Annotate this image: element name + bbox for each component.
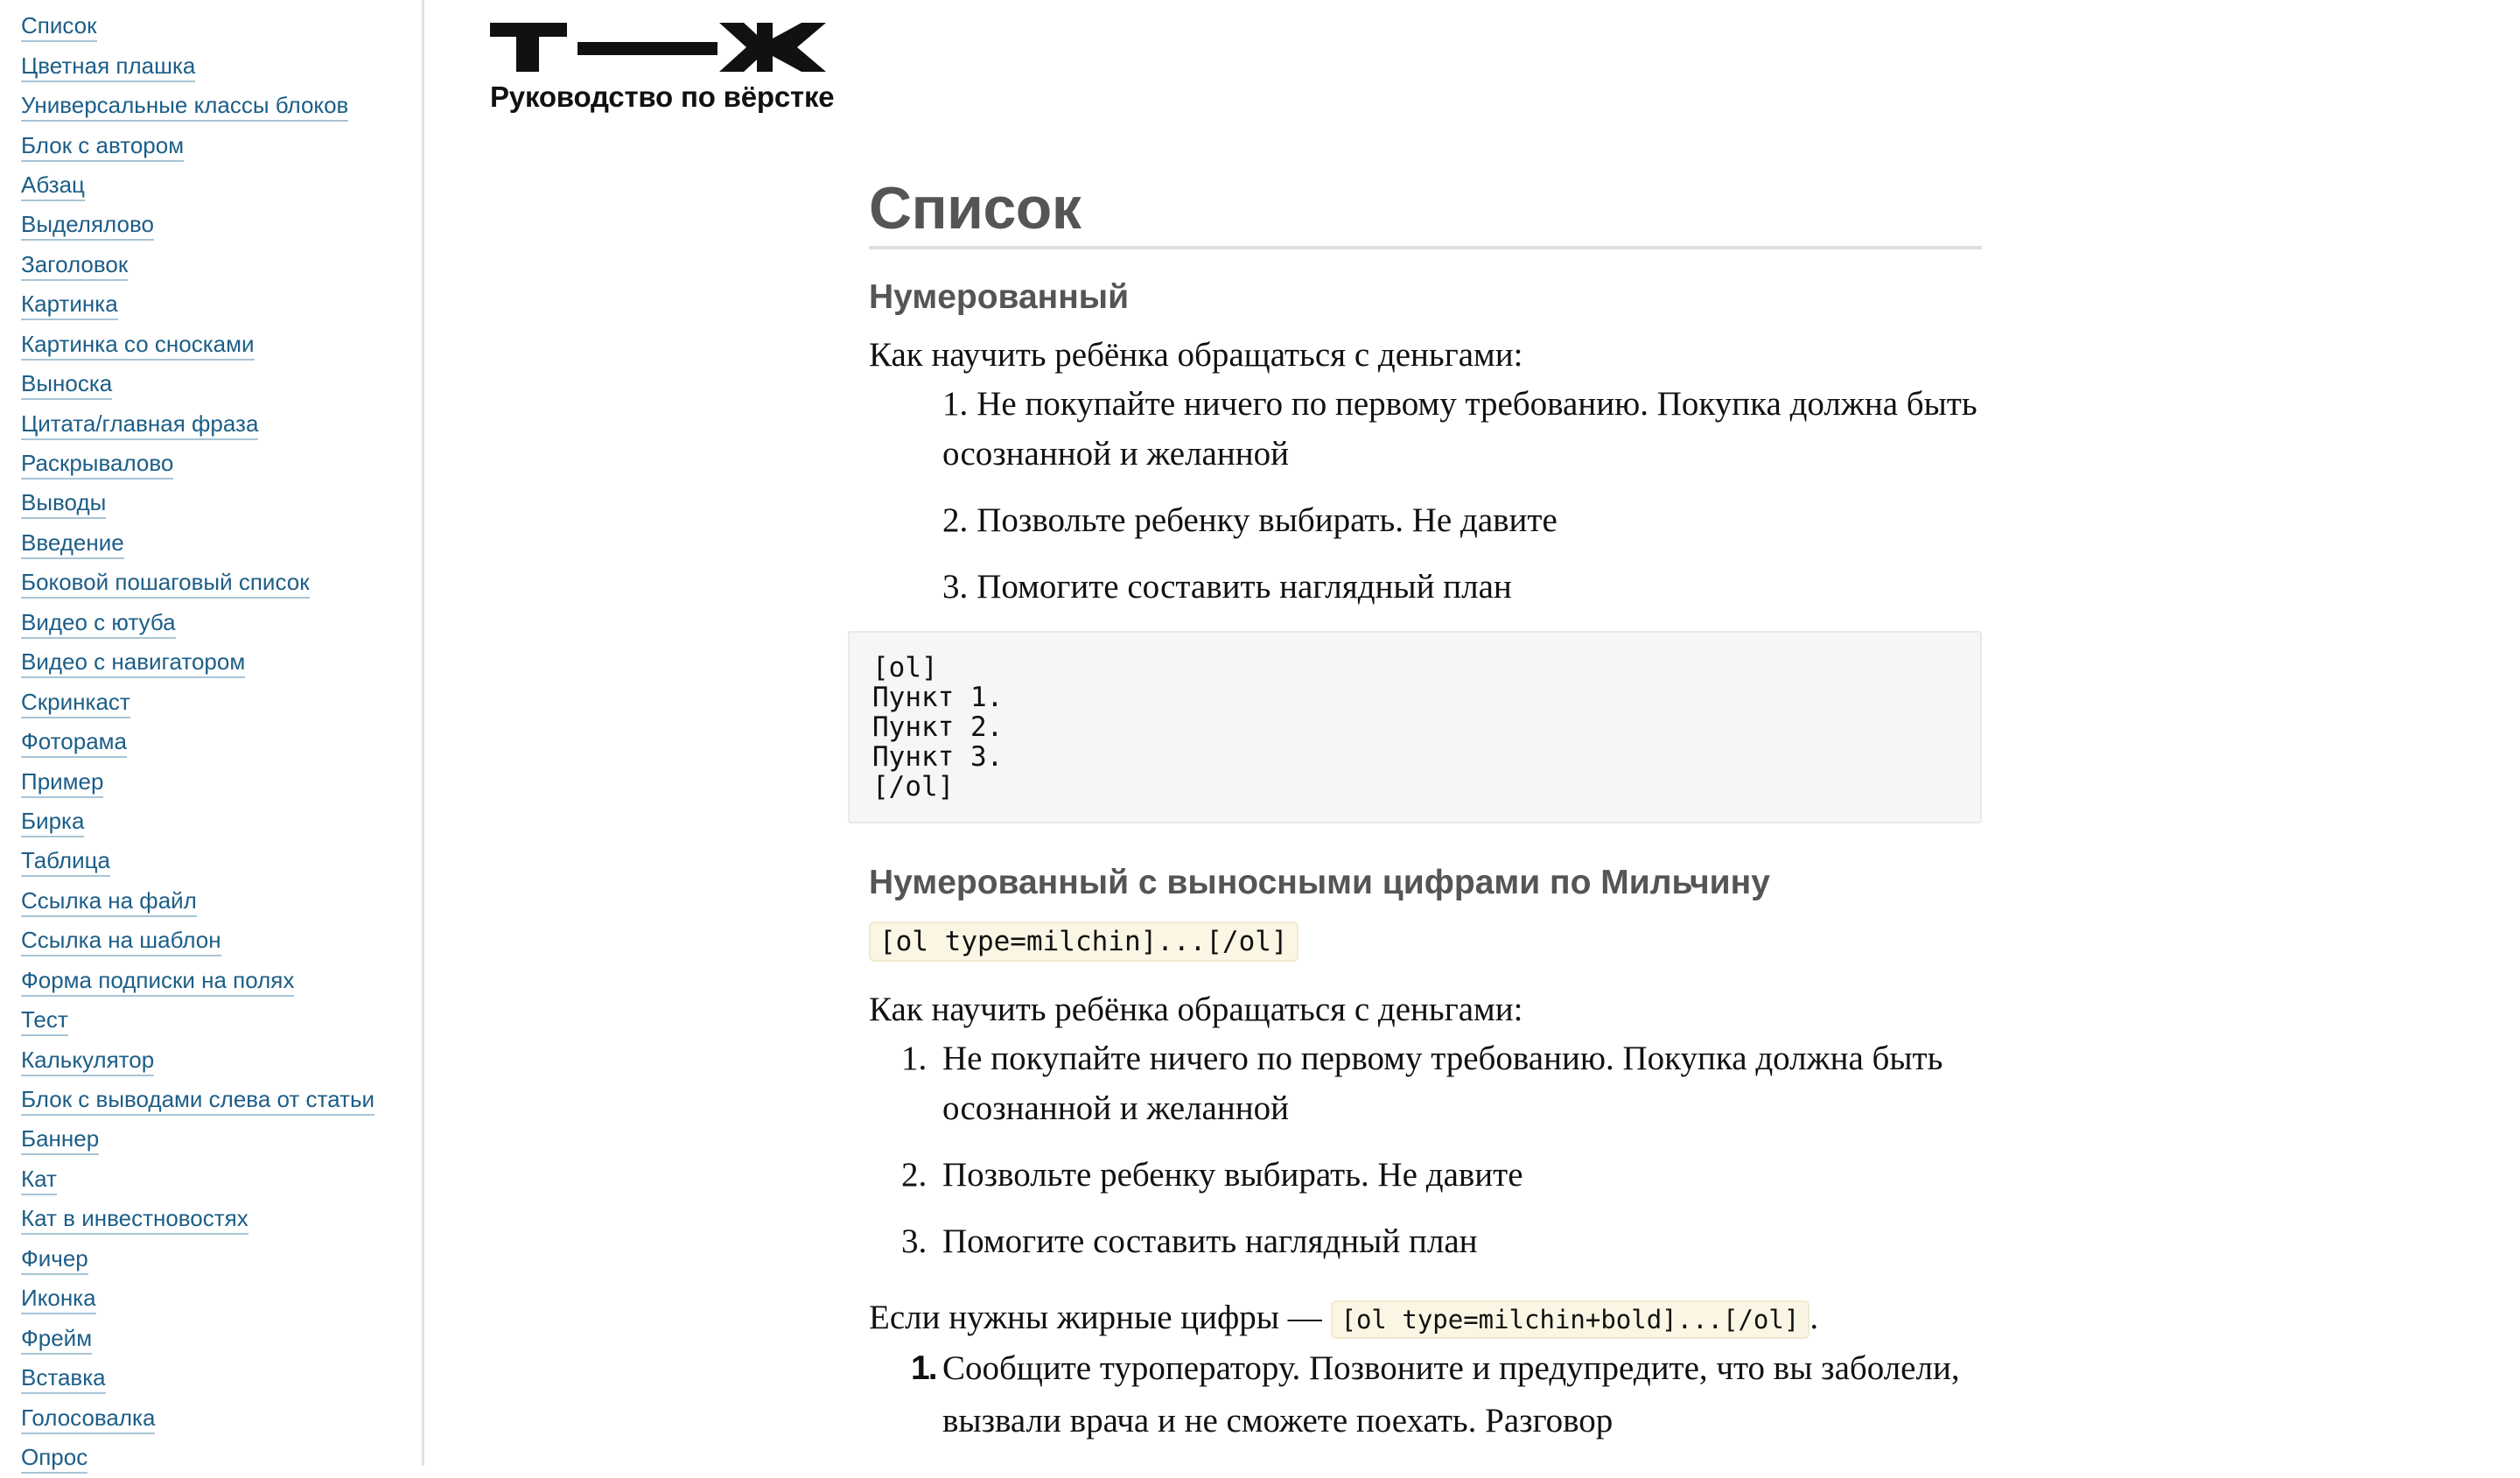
sidebar-link[interactable]: Ссылка на файл — [21, 886, 197, 917]
milchin-list — [869, 1033, 1982, 1266]
list-item-text: 2. Позвольте ребенку выбирать. Не давите — [942, 501, 1558, 539]
list-item — [869, 1033, 1982, 1133]
sidebar-link[interactable]: Раскрывалово — [21, 449, 173, 480]
sidebar-item — [21, 206, 422, 245]
sidebar-item — [21, 1439, 422, 1478]
sidebar-link[interactable]: Абзац — [21, 171, 85, 201]
list-item-text: Сообщите туроператору. Позвоните и предупредите, что вы заболели, вызвали врача и не сможете поехать. Разговор — [942, 1349, 1960, 1439]
sidebar-link[interactable]: Голосовалка — [21, 1404, 155, 1434]
sidebar-link[interactable]: Пример — [21, 767, 103, 798]
sidebar-link[interactable]: Кат — [21, 1165, 57, 1195]
sidebar-item — [21, 643, 422, 683]
sidebar-link[interactable]: Видео с ютуба — [21, 608, 176, 639]
article — [869, 171, 1982, 1464]
sidebar-link[interactable]: Боковой пошаговый список — [21, 568, 310, 599]
sidebar-item — [21, 1240, 422, 1279]
logo-icon[interactable] — [490, 23, 826, 72]
list-item-number: 1. — [901, 1040, 928, 1077]
sidebar-item — [21, 882, 422, 921]
sidebar-link[interactable]: Выводы — [21, 488, 106, 519]
page-title: Список — [869, 171, 1982, 249]
list-item — [869, 562, 1982, 612]
sidebar-list — [0, 0, 422, 1478]
bold-intro-end: . — [1810, 1299, 1819, 1336]
list-item — [869, 1216, 1982, 1266]
list-item-number: 2. — [942, 501, 969, 539]
header — [490, 23, 834, 114]
sidebar-item — [21, 166, 422, 206]
list-item-text: 3. Помогите составить наглядный план — [942, 568, 1512, 606]
list-item-number: 3. — [942, 568, 969, 606]
sidebar-item — [21, 1160, 422, 1200]
sidebar-link[interactable]: Форма подписки на полях — [21, 966, 294, 997]
sidebar-item — [21, 1398, 422, 1438]
inline-code-milchin: [ol type=milchin]...[/ol] — [869, 921, 1298, 962]
sidebar-link[interactable]: Иконка — [21, 1284, 96, 1314]
sidebar-link[interactable]: Введение — [21, 529, 124, 559]
bold-intro — [869, 1295, 1982, 1342]
sidebar-item — [21, 404, 422, 444]
sidebar-item — [21, 962, 422, 1001]
sidebar-link[interactable]: Фоторама — [21, 727, 127, 758]
sidebar-link[interactable]: Выноска — [21, 369, 112, 400]
sidebar-link[interactable]: Цветная плашка — [21, 52, 195, 82]
sidebar-item — [21, 126, 422, 165]
sidebar-link[interactable]: Калькулятор — [21, 1046, 154, 1076]
sidebar-link[interactable]: Видео с навигатором — [21, 648, 245, 678]
list-item-number: 3. — [901, 1222, 928, 1260]
sidebar-item — [21, 46, 422, 86]
sidebar-item — [21, 1200, 422, 1239]
sidebar-link[interactable]: Цитата/главная фраза — [21, 410, 258, 440]
sidebar-link[interactable]: Список — [21, 11, 97, 42]
sidebar-item — [21, 842, 422, 881]
numbered-lead: Как научить ребёнка обращаться с деньгами: — [869, 336, 1523, 374]
sidebar-link[interactable]: Кат в инвестновостях — [21, 1204, 248, 1235]
section-title-milchin: Нумерованный с выносными цифрами по Мильчину — [869, 864, 1770, 901]
sidebar-link[interactable]: Блок с автором — [21, 131, 184, 162]
milchin-code-line — [869, 926, 1982, 957]
list-item-text: Не покупайте ничего по первому требованию. Покупка должна быть осознанной и желанной — [942, 1040, 1943, 1127]
sidebar-item — [21, 445, 422, 484]
list-item — [869, 1150, 1982, 1200]
sidebar-link[interactable]: Тест — [21, 1005, 68, 1036]
sidebar-item — [21, 365, 422, 404]
sidebar-item — [21, 1319, 422, 1358]
sidebar-link[interactable]: Скринкаст — [21, 688, 130, 718]
sidebar-link[interactable]: Картинка со сносками — [21, 330, 255, 361]
inline-code-milchin-bold: [ol type=milchin+bold]...[/ol] — [1331, 1300, 1810, 1339]
section-title-numbered: Нумерованный — [869, 278, 1130, 316]
sidebar-link[interactable]: Блок с выводами слева от статьи — [21, 1085, 374, 1116]
sidebar-link[interactable]: Ссылка на шаблон — [21, 926, 221, 956]
sidebar-item — [21, 1040, 422, 1080]
sidebar-link[interactable]: Выделялово — [21, 210, 154, 241]
code-example-ol: [ol] Пункт 1. Пункт 2. Пункт 3. [/ol] — [848, 631, 1982, 823]
bold-intro-text: Если нужны жирные цифры — — [869, 1299, 1322, 1336]
sidebar-link[interactable]: Заголовок — [21, 250, 128, 281]
sidebar-link[interactable]: Бирка — [21, 807, 84, 837]
sidebar-item — [21, 1001, 422, 1040]
sidebar-item — [21, 1081, 422, 1120]
sidebar-item — [21, 723, 422, 762]
sidebar-link[interactable]: Фичер — [21, 1244, 88, 1275]
sidebar-item — [21, 246, 422, 285]
sidebar-item — [21, 604, 422, 643]
sidebar-item — [21, 1359, 422, 1398]
list-item — [869, 1342, 1982, 1447]
list-item-number: 2. — [901, 1156, 928, 1194]
sidebar-item — [21, 762, 422, 802]
milchin-lead: Как научить ребёнка обращаться с деньгами: — [869, 991, 1523, 1028]
list-item-text: 1. Не покупайте ничего по первому требованию. Покупка должна быть осознанной и желанной — [942, 385, 1978, 473]
sidebar-item — [21, 524, 422, 564]
list-item — [869, 495, 1982, 545]
sidebar-item — [21, 285, 422, 325]
numbered-list — [869, 379, 1982, 612]
sidebar-item — [21, 7, 422, 46]
site-subtitle: Руководство по вёрстке — [490, 81, 835, 113]
list-item-number: 1. — [911, 1349, 936, 1387]
sidebar-item — [21, 683, 422, 722]
sidebar-item — [21, 921, 422, 961]
sidebar-item — [21, 564, 422, 603]
sidebar-item — [21, 326, 422, 365]
sidebar — [0, 0, 424, 1470]
sidebar-link[interactable]: Баннер — [21, 1124, 99, 1155]
sidebar-link[interactable]: Универсальные классы блоков — [21, 91, 348, 122]
list-item-text: Позвольте ребенку выбирать. Не давите — [942, 1156, 1523, 1194]
sidebar-link[interactable]: Вставка — [21, 1363, 106, 1394]
sidebar-item — [21, 1279, 422, 1319]
sidebar-item — [21, 1120, 422, 1159]
sidebar-item — [21, 484, 422, 523]
sidebar-link[interactable]: Опрос — [21, 1443, 88, 1474]
sidebar-item — [21, 802, 422, 842]
sidebar-item — [21, 87, 422, 126]
list-item-number: 1. — [942, 385, 969, 423]
sidebar-link[interactable]: Фрейм — [21, 1324, 92, 1355]
sidebar-link[interactable]: Картинка — [21, 290, 118, 320]
list-item-text: Помогите составить наглядный план — [942, 1222, 1478, 1260]
list-item — [869, 379, 1982, 479]
sidebar-link[interactable]: Таблица — [21, 846, 110, 877]
milchin-bold-list — [869, 1342, 1982, 1447]
